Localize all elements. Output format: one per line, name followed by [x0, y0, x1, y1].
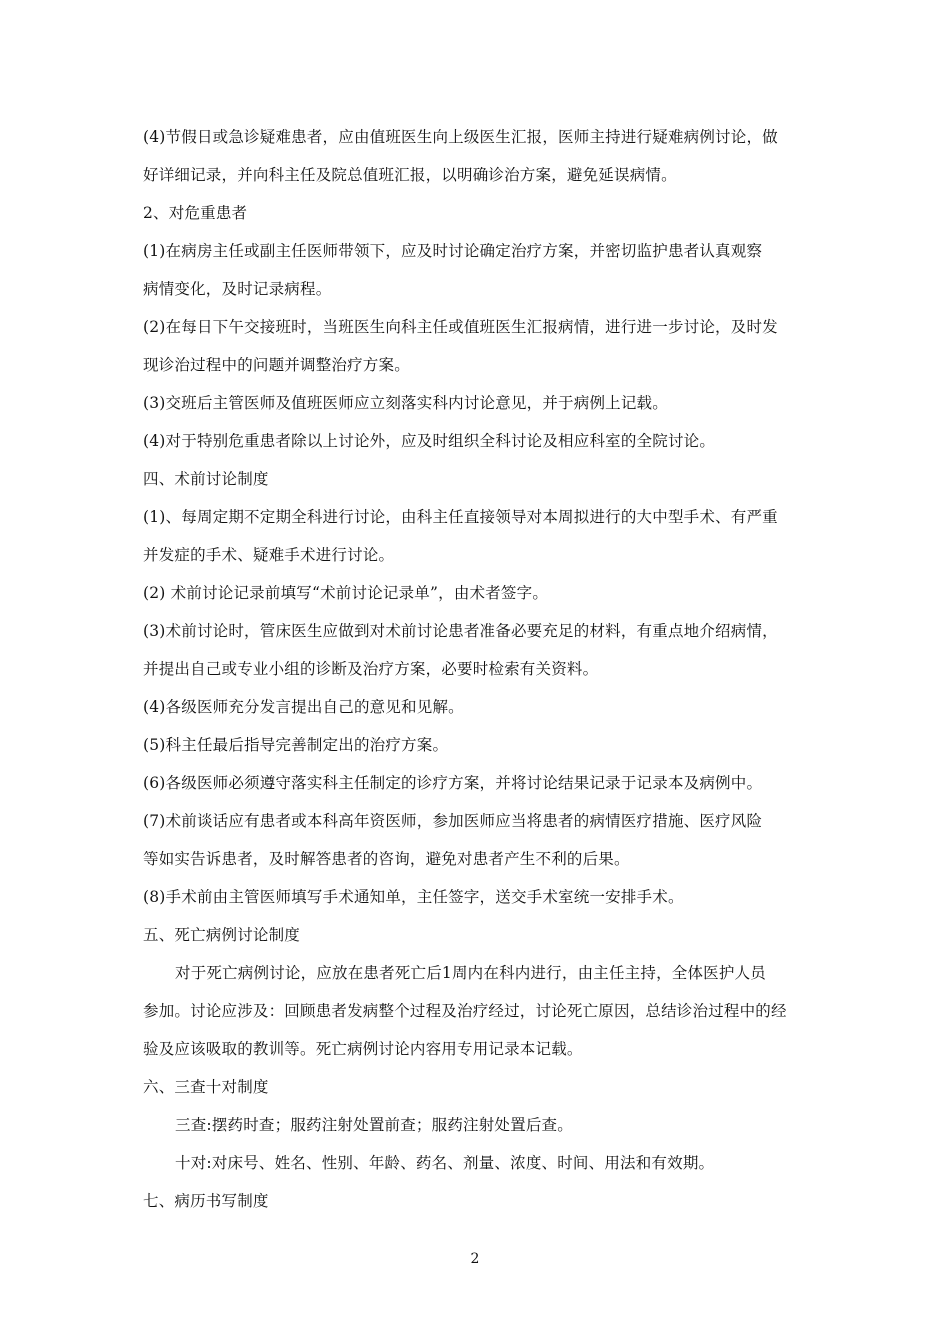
paragraph-line: (2)在每日下午交接班时，当班医生向科主任或值班医生汇报病情，进行进一步讨论，及时发 [143, 318, 778, 336]
page-number: 2 [470, 1251, 480, 1267]
paragraph-line: 并发症的手术、疑难手术进行讨论。 [143, 546, 395, 564]
paragraph-line: 三查:摆药时查；服药注射处置前查；服药注射处置后查。 [175, 1116, 573, 1134]
paragraph-line: (6)各级医师必须遵守落实科主任制定的诊疗方案，并将讨论结果记录于记录本及病例中。 [143, 774, 763, 792]
paragraph-line: (4)各级医师充分发言提出自己的意见和见解。 [143, 698, 464, 716]
paragraph-line: 现诊治过程中的问题并调整治疗方案。 [143, 356, 410, 374]
paragraph-line: 对于死亡病例讨论，应放在患者死亡后1周内在科内进行，由主任主持，全体医护人员 [175, 964, 766, 982]
paragraph-line: (3)交班后主管医师及值班医师应立刻落实科内讨论意见，并于病例上记载。 [143, 394, 668, 412]
paragraph-line: (5)科主任最后指导完善制定出的治疗方案。 [143, 736, 449, 754]
paragraph-line: (3)术前讨论时，管床医生应做到对术前讨论患者准备必要充足的材料，有重点地介绍病情， [143, 622, 778, 640]
paragraph-line: 病情变化，及时记录病程。 [143, 280, 332, 298]
section-heading: 五、死亡病例讨论制度 [143, 926, 301, 944]
section-heading: 2、对危重患者 [143, 204, 248, 222]
paragraph-line: (4)节假日或急诊疑难患者，应由值班医生向上级医生汇报，医师主持进行疑难病例讨论，做 [143, 128, 778, 146]
paragraph-line: (7)术前谈话应有患者或本科高年资医师，参加医师应当将患者的病情医疗措施、医疗风险 [143, 812, 763, 830]
paragraph-line: 并提出自己或专业小组的诊断及治疗方案，必要时检索有关资料。 [143, 660, 599, 678]
paragraph-line: 等如实告诉患者，及时解答患者的咨询，避免对患者产生不利的后果。 [143, 850, 630, 868]
paragraph-line: (8)手术前由主管医师填写手术通知单，主任签字，送交手术室统一安排手术。 [143, 888, 684, 906]
paragraph-line: 十对:对床号、姓名、性别、年龄、药名、剂量、浓度、时间、用法和有效期。 [175, 1154, 715, 1172]
section-heading: 七、病历书写制度 [143, 1192, 269, 1210]
section-heading: 六、三查十对制度 [143, 1078, 269, 1096]
paragraph-line: (1)、每周定期不定期全科进行讨论，由科主任直接领导对本周拟进行的大中型手术、有严重 [143, 508, 778, 526]
section-heading: 四、术前讨论制度 [143, 470, 269, 488]
paragraph-line: (4)对于特别危重患者除以上讨论外，应及时组织全科讨论及相应科室的全院讨论。 [143, 432, 716, 450]
document-body [143, 118, 809, 1220]
paragraph-line: (2) 术前讨论记录前填写“术前讨论记录单”，由术者签字。 [143, 584, 549, 602]
paragraph-line: (1)在病房主任或副主任医师带领下，应及时讨论确定治疗方案，并密切监护患者认真观察 [143, 242, 763, 260]
paragraph-line: 验及应该吸取的教训等。死亡病例讨论内容用专用记录本记载。 [143, 1040, 583, 1058]
paragraph-line: 好详细记录，并向科主任及院总值班汇报，以明确诊治方案，避免延误病情。 [143, 166, 677, 184]
paragraph-line: 参加。讨论应涉及：回顾患者发病整个过程及治疗经过，讨论死亡原因，总结诊治过程中的经 [143, 1002, 787, 1020]
